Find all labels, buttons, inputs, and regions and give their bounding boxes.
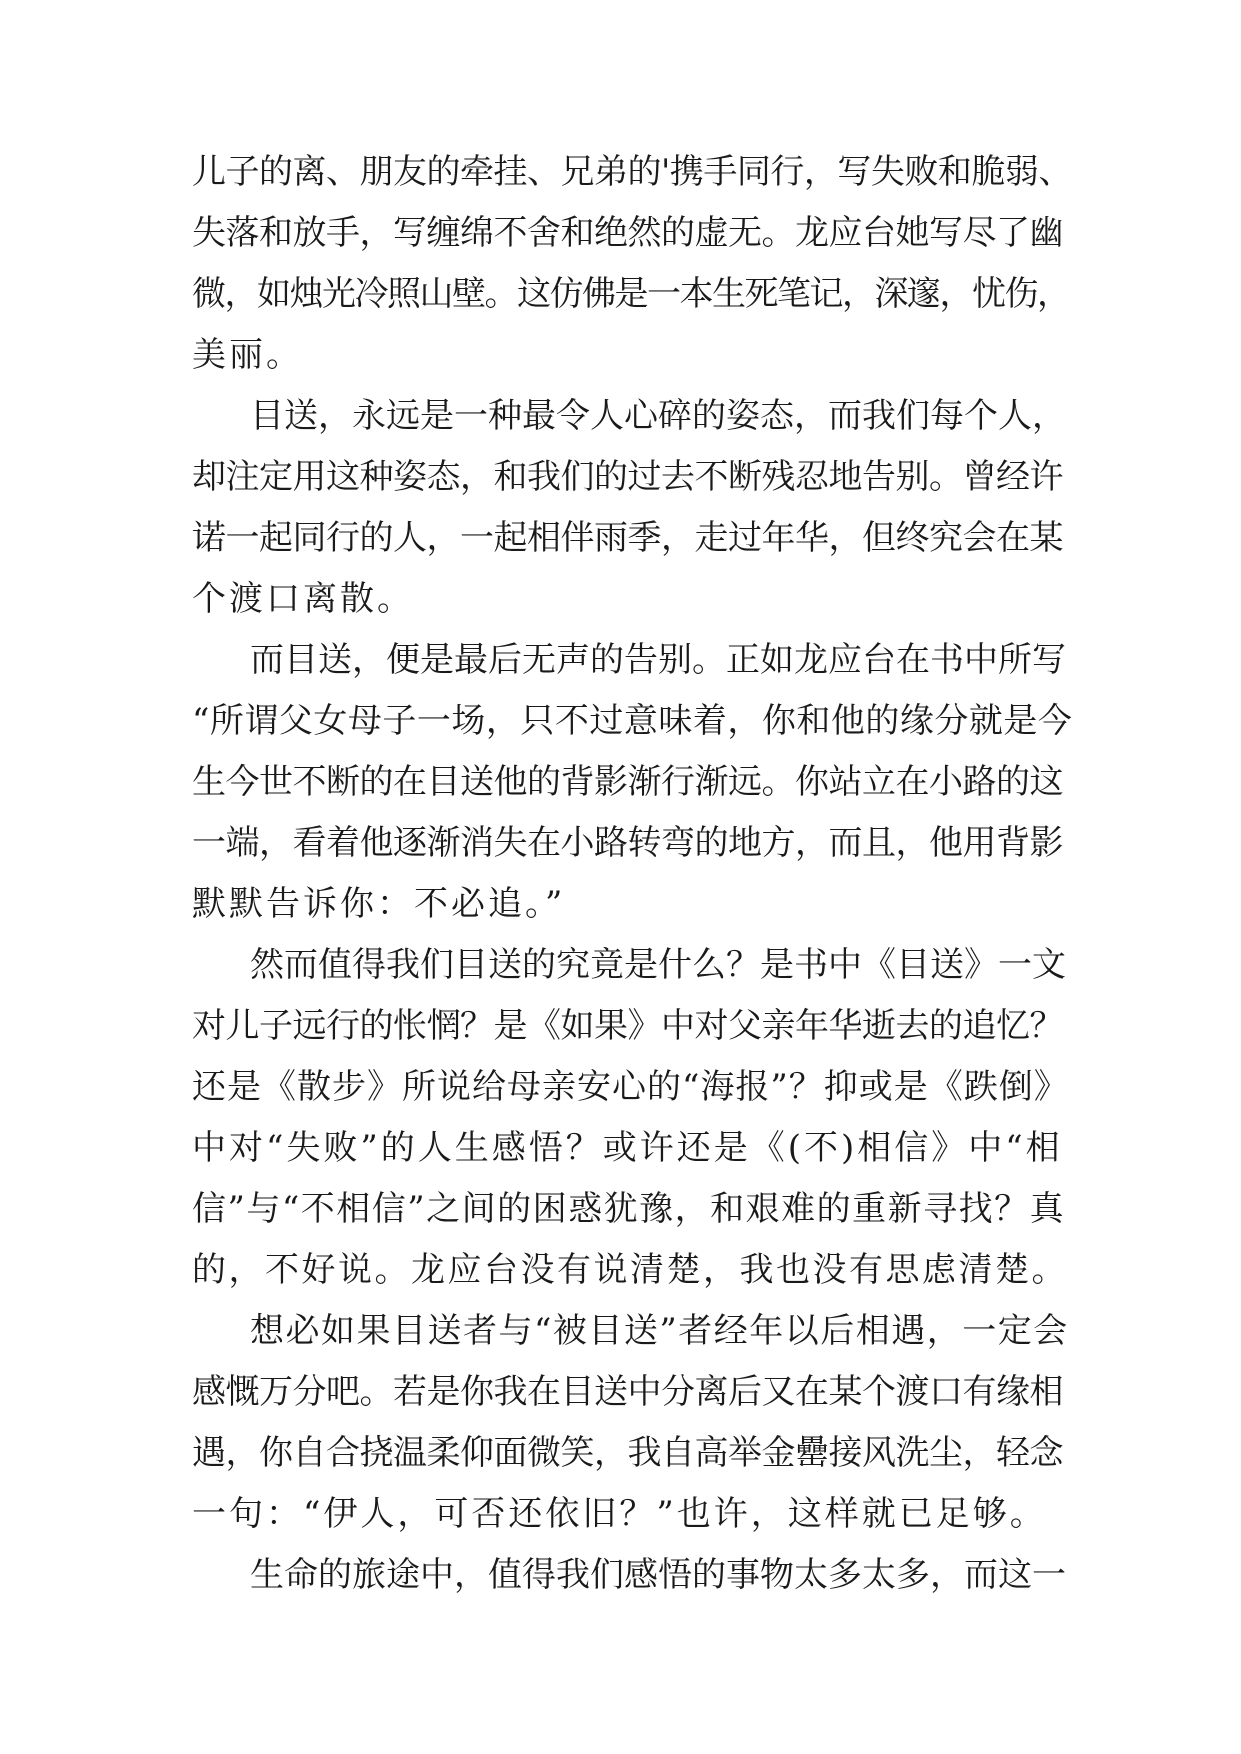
text-line: 美丽。: [192, 335, 303, 375]
text-line: 一句：“伊人，可否还依旧？”也许，这样就已足够。: [192, 1494, 1047, 1534]
text-line: 儿子的离、朋友的牵挂、兄弟的'携手同行，写失败和脆弱、: [192, 152, 1072, 192]
text-line: 却注定用这种姿态，和我们的过去不断残忍地告别。曾经许: [192, 457, 1063, 497]
text-line: 还是《散步》所说给母亲安心的“海报”？抑或是《跌倒》: [192, 1067, 1069, 1107]
body-text: [192, 142, 1072, 1606]
text-line: 诺一起同行的人，一起相伴雨季，走过年华，但终究会在某: [192, 518, 1063, 558]
text-line: 一端，看着他逐渐消失在小路转弯的地方，而且，他用背影: [192, 823, 1063, 863]
text-line: 默默告诉你：不必追。”: [192, 884, 566, 924]
paragraph-start-line: 然而值得我们目送的究竟是什么？是书中《目送》一文: [250, 945, 1066, 985]
text-line: 个渡口离散。: [192, 579, 414, 619]
text-line: 微，如烛光冷照山壁。这仿佛是一本生死笔记，深邃，忧伤，: [192, 274, 1070, 314]
paragraph-start-line: 而目送，便是最后无声的告别。正如龙应台在书中所写: [250, 640, 1066, 680]
text-line: “所谓父女母子一场，只不过意味着，你和他的缘分就是今: [192, 701, 1073, 741]
text-line: 失落和放手，写缠绵不舍和绝然的虚无。龙应台她写尽了幽: [192, 213, 1063, 253]
paragraph-start-line: 目送，永远是一种最令人心碎的姿态，而我们每个人，: [250, 396, 1066, 436]
text-line: 的，不好说。龙应台没有说清楚，我也没有思虑清楚。: [192, 1250, 1068, 1290]
text-line: 生今世不断的在目送他的背影渐行渐远。你站立在小路的这: [192, 762, 1063, 802]
text-line: 中对“失败”的人生感悟？或许还是《(不)相信》中“相: [192, 1128, 1063, 1168]
text-line: 对儿子远行的怅惘？是《如果》中对父亲年华逝去的追忆？: [192, 1006, 1063, 1046]
paragraph-start-line: 生命的旅途中，值得我们感悟的事物太多太多，而这一: [250, 1555, 1066, 1595]
paragraph-start-line: 想必如果目送者与“被目送”者经年以后相遇，一定会: [250, 1311, 1069, 1351]
text-line: 信”与“不相信”之间的困惑犹豫，和艰难的重新寻找？真: [192, 1189, 1066, 1229]
text-line: 遇，你自合挠温柔仰面微笑，我自高举金罍接风洗尘，轻念: [192, 1433, 1063, 1473]
text-line: 感慨万分吧。若是你我在目送中分离后又在某个渡口有缘相: [192, 1372, 1063, 1412]
